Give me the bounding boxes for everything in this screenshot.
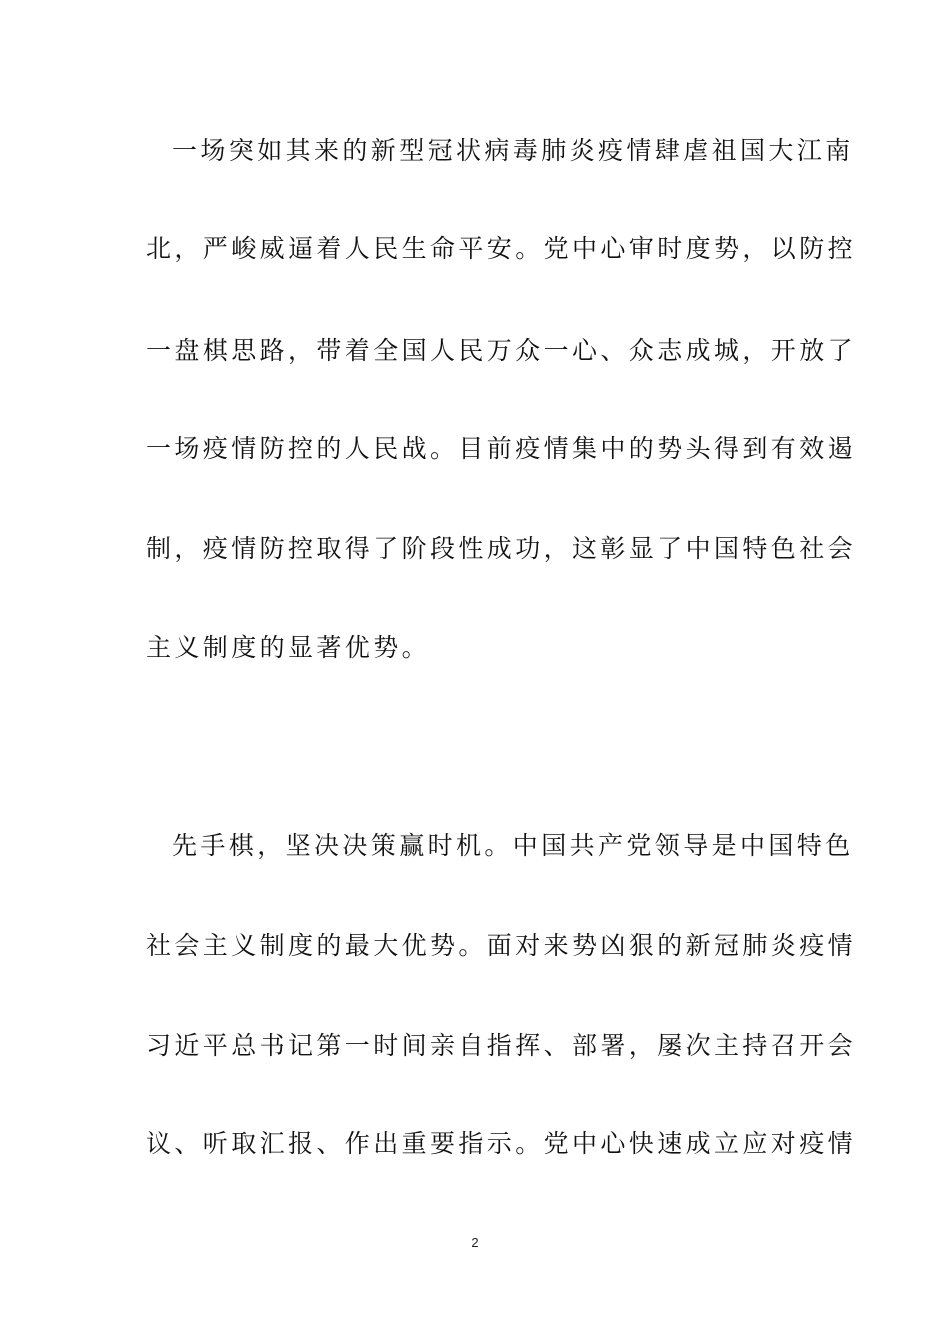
paragraph-1-line-5: 制，疫情防控取得了阶段性成功，这彰显了中国特色社会 (146, 534, 857, 563)
paragraph-1-line-4: 一场疫情防控的人民战。目前疫情集中的势头得到有效遏 (146, 434, 857, 463)
paragraph-1-line-3: 一盘棋思路，带着全国人民万众一心、众志成城，开放了 (146, 336, 857, 365)
paragraph-1-line-6: 主义制度的显著优势。 (146, 633, 431, 662)
paragraph-2-line-4: 议、听取汇报、作出重要指示。党中心快速成立应对疫情 (146, 1129, 857, 1158)
paragraph-2-line-1: 先手棋，坚决决策赢时机。中国共产党领导是中国特色 (172, 831, 854, 860)
paragraph-1-line-2: 北，严峻威逼着人民生命平安。党中心审时度势，以防控 (146, 234, 857, 263)
paragraph-2-line-3: 习近平总书记第一时间亲自指挥、部署，屡次主持召开会 (146, 1031, 857, 1060)
page-number: 2 (471, 1235, 479, 1250)
paragraph-1-line-1: 一场突如其来的新型冠状病毒肺炎疫情肆虐祖国大江南 (172, 136, 854, 165)
paragraph-2-line-2: 社会主义制度的最大优势。面对来势凶狠的新冠肺炎疫情 (146, 931, 857, 960)
